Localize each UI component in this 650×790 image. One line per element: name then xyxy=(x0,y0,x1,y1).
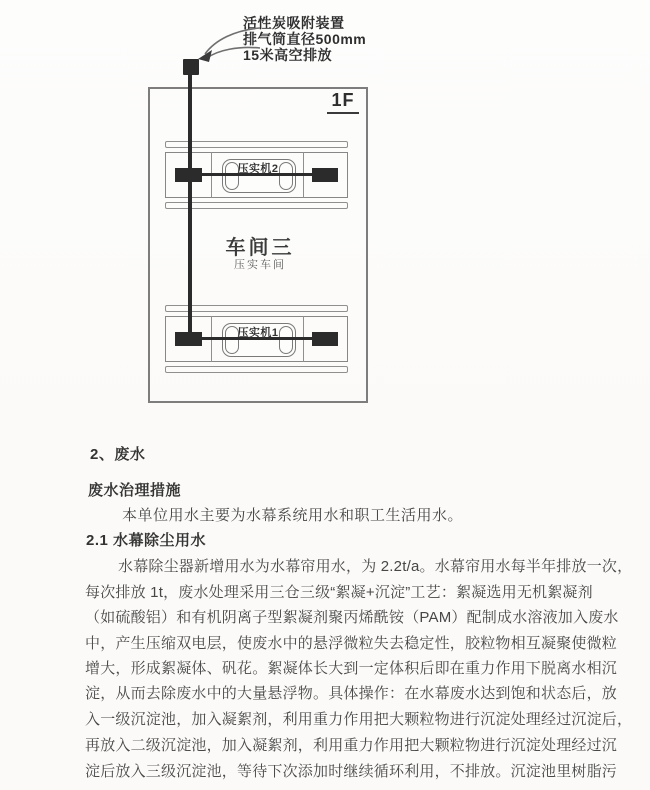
para-line: 增大，形成絮凝体、矾花。絮凝体长大到一定体积后即在重力作用下脱离水相沉 xyxy=(85,660,618,677)
compactor-1-label: 压实机1 xyxy=(237,327,279,339)
workshop-subtitle: 压实车间 xyxy=(234,259,286,271)
stack-annotation-line-2: 排气筒直径500mm xyxy=(243,31,367,47)
para-line: 水幕除尘器新增用水为水幕帘用水，为 2.2t/a。水幕帘用水每半年排放一次， xyxy=(118,558,633,575)
para-line: 入一级沉淀池，加入凝絮剂，利用重力作用把大颗粒物进行沉淀处理经过沉淀后， xyxy=(85,711,633,728)
compactor-1-assembly xyxy=(165,305,348,377)
para-line: 淀，从而去除废水中的大量悬浮物。具体操作：在水幕废水达到饱和状态后，放 xyxy=(85,685,618,702)
para-line: （如硫酸铝）和有机阴离子型絮凝剂聚丙烯酰铵（PAM）配制成水溶液加入废水 xyxy=(85,609,619,626)
compactor-2-left-connector xyxy=(175,168,202,182)
workshop-title: 车间三 xyxy=(225,237,295,259)
compactor-1-top-rail xyxy=(165,305,348,312)
floor-label: 1F xyxy=(327,90,359,114)
compactor-2-bottom-rail xyxy=(165,202,348,209)
para-line: 中，产生压缩双电层，使废水中的悬浮微粒失去稳定性，胶粒物相互凝聚使微粒 xyxy=(85,635,618,652)
heading-wastewater: 2、废水 xyxy=(90,446,146,463)
compactor-2-top-rail xyxy=(165,141,348,148)
compactor-2-assembly xyxy=(165,141,348,213)
leader-arrow-icon xyxy=(190,22,262,70)
stack-annotation-line-3: 15米高空排放 xyxy=(243,47,333,63)
stack-annotation-line-1: 活性炭吸附装置 xyxy=(243,15,345,31)
stack-annotation xyxy=(243,15,383,63)
para-line: 淀后放入三级沉淀池，等待下次添加时继续循环利用，不排放。沉淀池里树脂污 xyxy=(85,763,618,780)
intro-paragraph: 本单位用水主要为水幕系统用水和职工生活用水。 xyxy=(122,507,464,524)
exhaust-duct-line xyxy=(188,73,192,342)
compactor-1-right-connector xyxy=(312,332,338,346)
compactor-1-bottom-rail xyxy=(165,366,348,373)
heading-treatment-measures: 废水治理措施 xyxy=(88,482,182,499)
para-line: 再放入二级沉淀池，加入凝絮剂，利用重力作用把大颗粒物进行沉淀处理经过沉 xyxy=(85,737,618,754)
para-line: 每次排放 1t，废水处理采用三仓三级“絮凝+沉淀”工艺：絮凝选用无机絮凝剂 xyxy=(85,584,593,601)
compactor-2-label: 压实机2 xyxy=(237,163,279,175)
compactor-1-left-connector xyxy=(175,332,202,346)
heading-section-2-1: 2.1 水幕除尘用水 xyxy=(86,532,207,549)
compactor-2-right-connector xyxy=(312,168,338,182)
